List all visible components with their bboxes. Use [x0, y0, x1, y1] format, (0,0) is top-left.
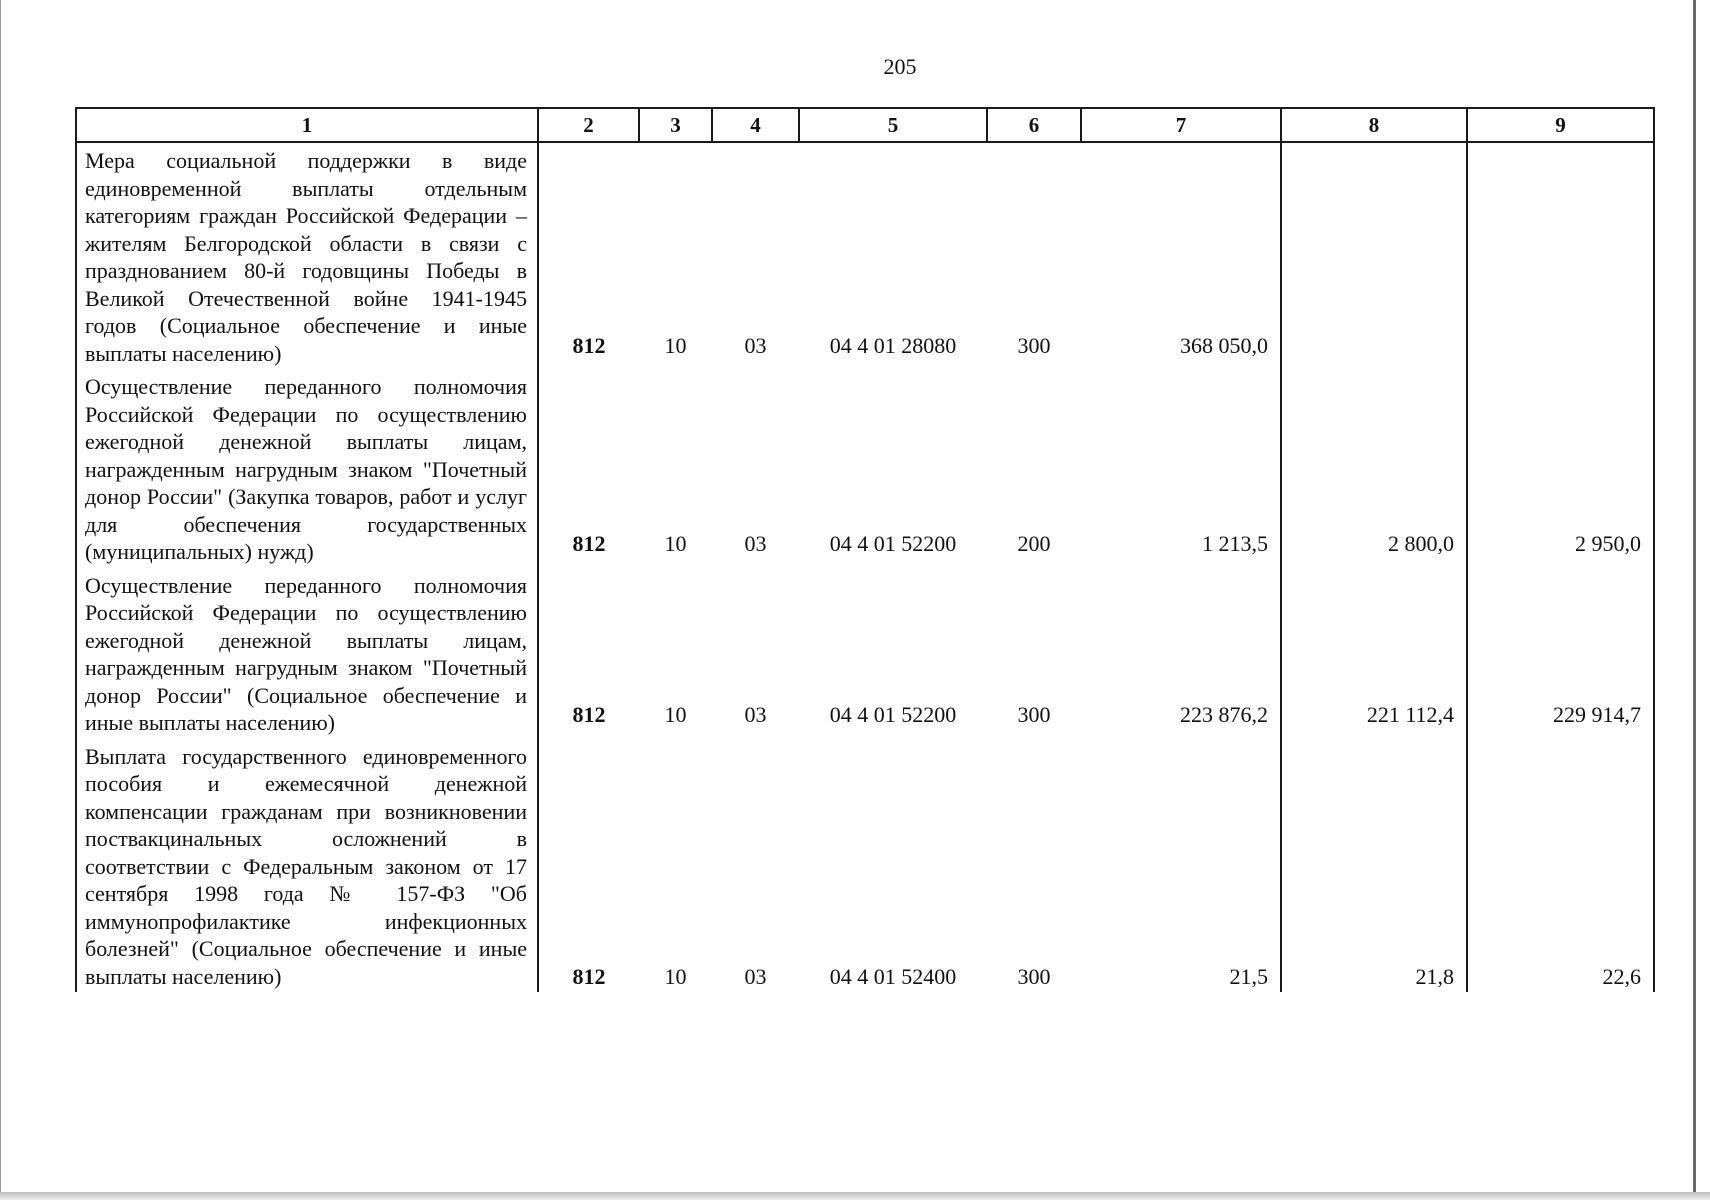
- row-expense-type: 200: [1017, 531, 1051, 556]
- scan-edge-right: [1693, 0, 1696, 1192]
- column-header: 2: [538, 108, 639, 142]
- row-expense-type: 300: [1017, 332, 1051, 358]
- scan-edge-left: [0, 0, 1, 1192]
- row-amount-year2: 2 800,0: [1281, 369, 1467, 568]
- row-amount-year1: 223 876,2: [1081, 568, 1281, 739]
- row-amount-year1: 1 213,5: [1081, 369, 1281, 568]
- row-amount-year3: [1467, 142, 1654, 369]
- row-target-article: 04 4 01 52400: [829, 963, 957, 989]
- row-section: 10: [664, 531, 687, 556]
- column-header: 9: [1467, 108, 1654, 142]
- column-header: 4: [712, 108, 799, 142]
- row-amount-year1: 21,5: [1081, 739, 1281, 993]
- row-section: 10: [664, 963, 687, 989]
- row-amount-year1: 368 050,0: [1081, 142, 1281, 369]
- column-header: 6: [987, 108, 1081, 142]
- row-subsection: 03: [744, 963, 767, 989]
- row-gov-code: 812: [572, 531, 606, 556]
- budget-table: [75, 107, 1655, 992]
- scan-edge-bottom: [0, 1192, 1710, 1200]
- row-expense-type: 300: [1017, 963, 1051, 989]
- row-subsection: 03: [744, 702, 767, 727]
- row-description: Осуществление переданного полномочия Российской Федерации по осуществлению ежегодной денежной выплаты лицам, награжденным нагрудным знаком "Почетный донор России" (Социальное обеспечение и иные выплаты населению): [76, 568, 538, 739]
- row-target-article: 04 4 01 52200: [829, 702, 957, 727]
- row-amount-year2: [1281, 142, 1467, 369]
- column-header: 5: [799, 108, 987, 142]
- row-amount-year3: 22,6: [1467, 739, 1654, 993]
- row-section: 10: [664, 332, 687, 358]
- row-gov-code: 812: [572, 332, 606, 358]
- row-target-article: 04 4 01 52200: [829, 531, 957, 556]
- row-section: 10: [664, 702, 687, 727]
- page-number: 205: [883, 54, 917, 79]
- column-header: 3: [639, 108, 712, 142]
- column-header: 1: [76, 108, 538, 142]
- row-subsection: 03: [744, 332, 767, 358]
- row-target-article: 04 4 01 28080: [829, 332, 957, 358]
- table-row: [76, 568, 1654, 739]
- table-row: [76, 369, 1654, 568]
- row-amount-year2: 21,8: [1281, 739, 1467, 993]
- row-expense-type: 300: [1017, 702, 1051, 727]
- row-gov-code: 812: [572, 702, 606, 727]
- row-description: Выплата государственного единовременного пособия и ежемесячной денежной компенсации гражданам при возникновении поствакцинальных осложнений в соответствии с Федеральным законом от 17 сентября 1998 года № 157-ФЗ "Об иммунопрофилактике инфекционных болезней" (Социальное обеспечение и иные выплаты населению): [76, 739, 538, 993]
- table-row: [76, 142, 1654, 369]
- row-amount-year3: 229 914,7: [1467, 568, 1654, 739]
- table-row: [76, 739, 1654, 993]
- row-amount-year2: 221 112,4: [1281, 568, 1467, 739]
- row-gov-code: 812: [538, 739, 639, 993]
- row-amount-year3: 2 950,0: [1467, 369, 1654, 568]
- column-number-row: [76, 108, 1654, 142]
- column-header: 7: [1081, 108, 1281, 142]
- row-subsection: 03: [744, 531, 767, 556]
- row-description: Осуществление переданного полномочия Российской Федерации по осуществлению ежегодной денежной выплаты лицам, награжденным нагрудным знаком "Почетный донор России" (Закупка товаров, работ и услуг для обеспечения государственных (муниципальных) нужд): [76, 369, 538, 568]
- column-header: 8: [1281, 108, 1467, 142]
- row-description: Мера социальной поддержки в виде единовременной выплаты отдельным категориям граждан Российской Федерации – жителям Белгородской области в связи с празднованием 80-й годовщины Победы в Великой Отечественной войне 1941-1945 годов (Социальное обеспечение и иные выплаты населению): [76, 142, 538, 369]
